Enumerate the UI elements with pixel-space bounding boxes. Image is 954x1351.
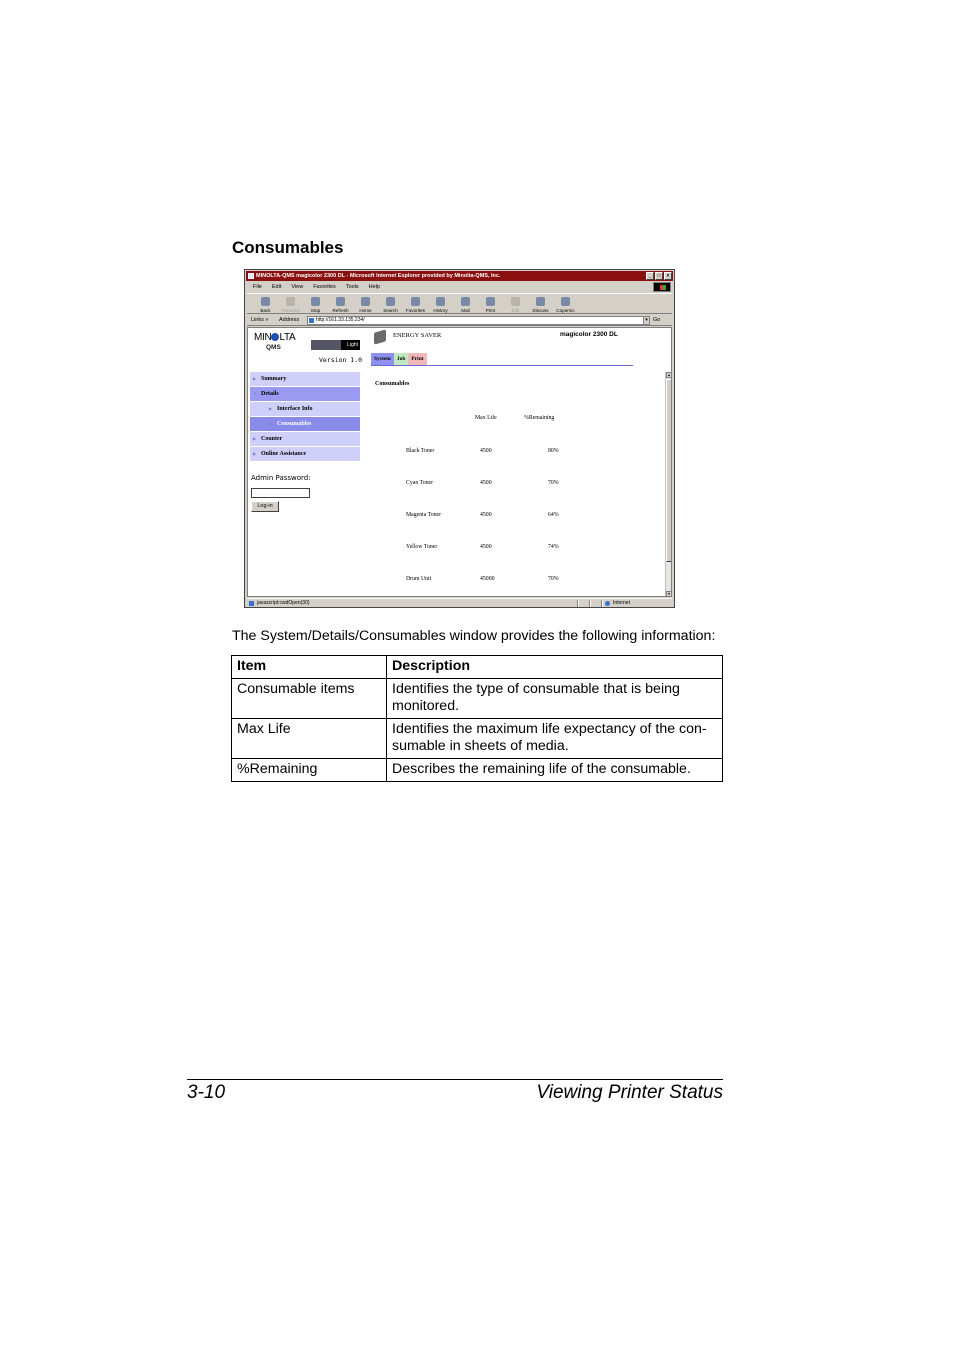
sidebar-item-online-assistance: ▶ Online Assistance (250, 447, 360, 461)
browser-titlebar (246, 271, 673, 281)
address-bar (247, 315, 672, 326)
info-table (231, 655, 723, 782)
table-row (232, 719, 723, 759)
menu-view: View (291, 284, 304, 290)
vertical-scrollbar (665, 372, 672, 597)
browser-window-screenshot (244, 269, 675, 608)
header-item: Item (232, 656, 387, 679)
back-arrow-icon (261, 297, 270, 306)
windows-logo-icon (653, 282, 671, 292)
refresh-icon (336, 297, 345, 306)
scroll-up-icon: ▴ (667, 372, 670, 377)
footer-rule (187, 1079, 723, 1080)
close-icon: × (664, 272, 672, 280)
intro-paragraph: The System/Details/Consumables window provides the following information: (232, 628, 716, 644)
stop-icon (311, 297, 320, 306)
toolbar-refresh-button: Refresh (328, 294, 353, 314)
browser-toolbar (247, 293, 672, 314)
copernic-icon (561, 297, 570, 306)
address-label: Address (279, 317, 300, 323)
admin-password-input (251, 488, 310, 498)
links-label: Links » (251, 317, 269, 323)
table-row (232, 679, 723, 719)
section-title: Consumables (232, 238, 344, 257)
brand-bar: Light (311, 340, 360, 350)
print-icon (486, 297, 495, 306)
scrollbar-thumb (666, 379, 672, 562)
toolbar-forward-button: Forward (278, 294, 303, 314)
sidebar-item-counter: ▶ Counter (250, 432, 360, 446)
admin-password-label: Admin Password: (251, 474, 311, 482)
toolbar-home-button: Home (353, 294, 378, 314)
toolbar-favorites-button: Favorites (403, 294, 428, 314)
chapter-title: Viewing Printer Status (536, 1082, 723, 1103)
toolbar-history-button: History (428, 294, 453, 314)
tab-underline (371, 365, 633, 366)
table-row (232, 759, 723, 782)
menu-file: File (253, 284, 262, 290)
table-header-row (232, 656, 723, 679)
minolta-logo: MIN LTA (254, 332, 296, 343)
tab-job: Job (394, 353, 409, 365)
security-zone: Internet (613, 600, 630, 606)
menu-edit: Edit (271, 284, 282, 290)
toolbar-edit-button: Edit (503, 294, 528, 314)
toolbar-print-button: Print (478, 294, 503, 314)
sidebar-item-consumables: ▶ Consumables (250, 417, 360, 431)
toolbar-search-button: Search (378, 294, 403, 314)
menu-tools: Tools (345, 284, 359, 290)
cell-item: Consumable items (232, 679, 387, 719)
qms-logo: QMS (266, 344, 281, 351)
toolbar-back-button: Back (253, 294, 278, 314)
cell-description: Identifies the type of consumable that is being monitored. (387, 679, 723, 719)
browser-viewport: MIN LTA QMS Light Version 1.0 ▶ Summary ▼ Details ▶ Interface Info ▶ Consumables ▶ Counter ▶ Online Assistance Admin Password: Log-in ENERGY SAVER magicolor 2300 DL System Job Print Consumables Max Life %Remaining Black Toner 4500 80% Cyan Toner 4500 70% Magenta Toner 4500 64% Yellow Toner 4500 74% Drum Unit 45000 70% ▴ ▾ (247, 327, 672, 597)
maximize-icon: □ (655, 272, 663, 280)
menu-help: Help (368, 284, 380, 290)
tab-print: Print (408, 353, 426, 365)
energy-saver-status: ENERGY SAVER (393, 332, 442, 339)
column-header-max-life: Max Life (475, 415, 497, 421)
sidebar-item-interface-info: ▶ Interface Info (250, 402, 360, 416)
header-description: Description (387, 656, 723, 679)
home-icon (361, 297, 370, 306)
scroll-down-icon: ▾ (667, 591, 670, 596)
edit-icon (511, 297, 520, 306)
cell-description: Identifies the maximum life expectancy of the con-sumable in sheets of media. (387, 719, 723, 759)
cell-item: Max Life (232, 719, 387, 759)
discuss-icon (536, 297, 545, 306)
sidebar-item-details: ▼ Details (250, 387, 360, 401)
status-bar (247, 598, 672, 607)
cell-item: %Remaining (232, 759, 387, 782)
browser-title: MINOLTA-QMS magicolor 2300 DL - Microsoft Internet Explorer provided by Minolta-QMS, Inc. (256, 273, 501, 279)
sidebar-nav (250, 372, 360, 462)
search-icon (386, 297, 395, 306)
toolbar-stop-button: Stop (303, 294, 328, 314)
sidebar-item-summary: ▶ Summary (250, 372, 360, 386)
content-title: Consumables (375, 381, 410, 387)
login-button: Log-in (251, 501, 279, 512)
tab-system: System (371, 353, 394, 365)
column-header-remaining: %Remaining (524, 415, 555, 421)
menu-bar (253, 282, 380, 292)
favorites-icon (411, 297, 420, 306)
toolbar-copernic-button: Copernic (553, 294, 578, 314)
ie-icon (248, 273, 254, 279)
menu-favorites: Favorites (313, 284, 336, 290)
version-label: Version 1.0 (319, 356, 363, 364)
toolbar-mail-button: Mail (453, 294, 478, 314)
status-text: javascript:cwdOpen(30) (257, 600, 310, 606)
go-button: Go (653, 317, 661, 323)
page-number: 3-10 (187, 1082, 226, 1103)
forward-arrow-icon (286, 297, 295, 306)
chevron-down-icon: ▾ (643, 316, 650, 325)
printer-icon (374, 329, 386, 344)
history-icon (436, 297, 445, 306)
printer-model: magicolor 2300 DL (560, 331, 618, 338)
page-tabs (371, 353, 427, 365)
address-field: http://161.33.135.234/ (307, 316, 645, 325)
mail-icon (461, 297, 470, 306)
minimize-icon: _ (646, 272, 654, 280)
cell-description: Describes the remaining life of the consumable. (387, 759, 723, 782)
toolbar-discuss-button: Discuss (528, 294, 553, 314)
